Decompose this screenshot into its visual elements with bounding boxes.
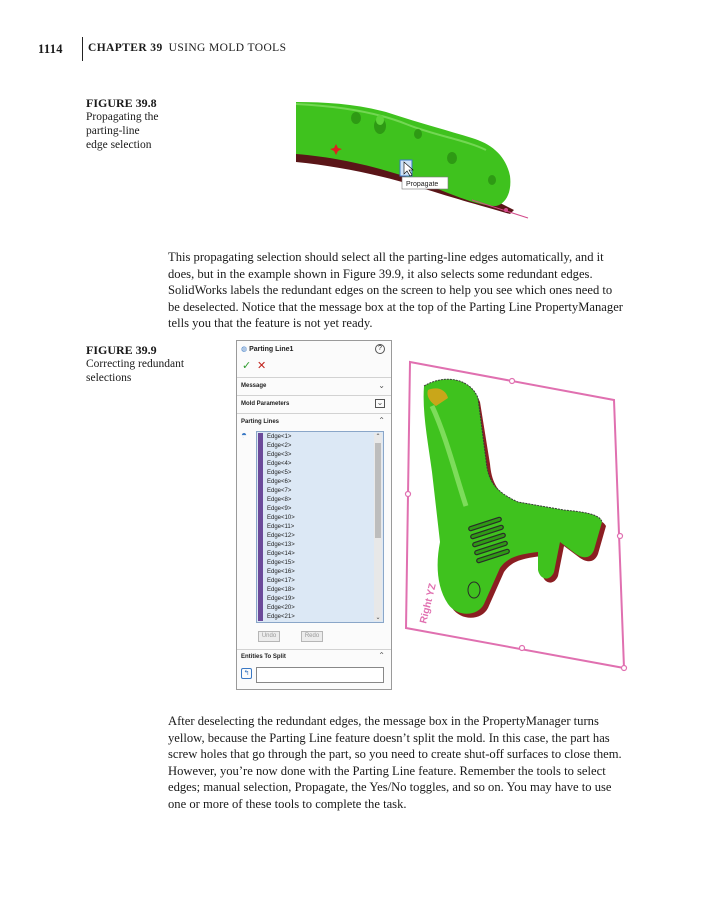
list-item[interactable]: Edge<12> — [267, 533, 295, 539]
chapter-label: CHAPTER 39 — [88, 42, 163, 54]
list-item[interactable]: Edge<18> — [267, 587, 295, 593]
message-section-header[interactable]: Message — [241, 383, 267, 389]
list-item[interactable]: Edge<5> — [267, 470, 292, 476]
list-item[interactable]: Edge<6> — [267, 479, 292, 485]
paragraph-2 — [168, 713, 661, 813]
figure-39-8-caption — [86, 96, 159, 152]
parting-lines-section-header[interactable]: Parting Lines — [241, 419, 280, 425]
list-item[interactable]: Edge<7> — [267, 488, 292, 494]
caption-line: selections — [86, 372, 132, 384]
figure-label: FIGURE 39.9 — [86, 343, 157, 357]
list-item[interactable]: Edge<4> — [267, 461, 292, 467]
list-item[interactable]: Edge<13> — [267, 542, 295, 548]
figure-39-8-image — [296, 96, 532, 220]
chapter-heading — [88, 42, 286, 54]
caption-line: parting-line — [86, 125, 140, 137]
list-item[interactable]: Edge<14> — [267, 551, 295, 557]
selection-color-bar — [258, 433, 263, 621]
divider — [237, 413, 391, 414]
redo-button[interactable]: Redo — [301, 631, 323, 642]
chevron-down-icon[interactable]: ⌄ — [378, 381, 385, 390]
list-item[interactable]: Edge<11> — [267, 524, 295, 530]
scrollbar-thumb[interactable] — [375, 443, 381, 538]
list-scrollbar[interactable] — [374, 433, 382, 621]
figure-39-9-caption — [86, 343, 184, 385]
scroll-down-icon[interactable]: ⌄ — [375, 615, 381, 621]
caption-line: Propagating the — [86, 111, 159, 123]
header-divider — [82, 37, 83, 61]
undo-button[interactable]: Undo — [258, 631, 280, 642]
list-item[interactable]: Edge<3> — [267, 452, 292, 458]
list-item[interactable]: Edge<10> — [267, 515, 295, 521]
mold-parameters-section-header[interactable]: Mold Parameters — [241, 401, 290, 407]
help-icon[interactable]: ? — [375, 344, 385, 354]
paragraph-line: one or more of these tools to complete the task. — [168, 796, 407, 811]
caption-line: Correcting redundant — [86, 358, 185, 370]
paragraph-line: screw holes that go through the part, so you need to create shut-off surfaces to close them. — [168, 747, 622, 762]
paragraph-1 — [168, 249, 661, 332]
list-item[interactable]: Edge<2> — [267, 443, 292, 449]
list-item[interactable]: Edge<15> — [267, 560, 295, 566]
parting-line-propertymanager — [236, 340, 392, 690]
entities-selection-icon: ↰ — [241, 668, 252, 679]
edge-selection-icon: ◓ — [241, 430, 248, 441]
list-item[interactable]: Edge<17> — [267, 578, 295, 584]
list-item[interactable]: Edge<19> — [267, 596, 295, 602]
cancel-button[interactable]: ✕ — [257, 360, 267, 372]
paragraph-line: After deselecting the redundant edges, the message box in the PropertyManager turns — [168, 714, 599, 728]
chevron-up-icon[interactable]: ⌃ — [378, 416, 385, 425]
page-number: 1114 — [38, 42, 63, 56]
propagate-tooltip: Propagate — [406, 181, 439, 188]
list-item[interactable]: Edge<20> — [267, 605, 295, 611]
scroll-up-icon[interactable]: ⌃ — [375, 434, 381, 440]
pm-title-text: Parting Line1 — [249, 346, 294, 353]
divider — [237, 395, 391, 396]
entities-to-split-field[interactable] — [256, 667, 384, 683]
divider — [237, 649, 391, 650]
paragraph-line: However, you’re now done with the Parting Line feature. Remember the tools to select — [168, 763, 606, 778]
figure-label: FIGURE 39.8 — [86, 96, 157, 110]
list-item[interactable]: Edge<8> — [267, 497, 292, 503]
paragraph-line: yellow, because the Parting Line feature doesn’t split the mold. In this case, the part has — [168, 730, 610, 745]
divider — [237, 377, 391, 378]
paragraph-line: This propagating selection should select all the parting-line edges automatically, and it — [168, 250, 604, 264]
expand-icon[interactable]: ⌄ — [376, 398, 384, 407]
ok-button[interactable]: ✓ — [242, 360, 252, 372]
paragraph-line: be deselected. Notice that the message box at the top of the Parting Line PropertyManager — [168, 299, 623, 314]
plane-label: Right YZ — [418, 582, 439, 625]
part-body — [424, 379, 602, 614]
list-item[interactable]: Edge<9> — [267, 506, 292, 512]
pm-title — [241, 345, 293, 353]
parting-lines-list[interactable] — [256, 431, 384, 623]
list-item[interactable]: Edge<1> — [267, 434, 292, 440]
chevron-up-icon[interactable]: ⌃ — [378, 651, 385, 660]
paragraph-line: SolidWorks labels the redundant edges on the screen to help you see which ones need to — [168, 283, 613, 298]
paragraph-line: tells you that the feature is not yet ready. — [168, 316, 373, 331]
list-item[interactable]: Edge<16> — [267, 569, 295, 575]
paragraph-line: edges; manual selection, Propagate, the Yes/No toggles, and so on. You may have to use — [168, 780, 612, 795]
parting-line-icon: ◍ — [241, 346, 248, 353]
list-item[interactable]: Edge<21> — [267, 614, 295, 620]
entities-to-split-section-header[interactable]: Entities To Split — [241, 654, 286, 660]
chapter-title: USING MOLD TOOLS — [168, 42, 287, 54]
caption-line: edge selection — [86, 139, 152, 151]
figure-39-9-graphics-area — [396, 346, 636, 678]
paragraph-line: does, but in the example shown in Figure 39.9, it also selects some redundant edges. — [168, 266, 593, 281]
